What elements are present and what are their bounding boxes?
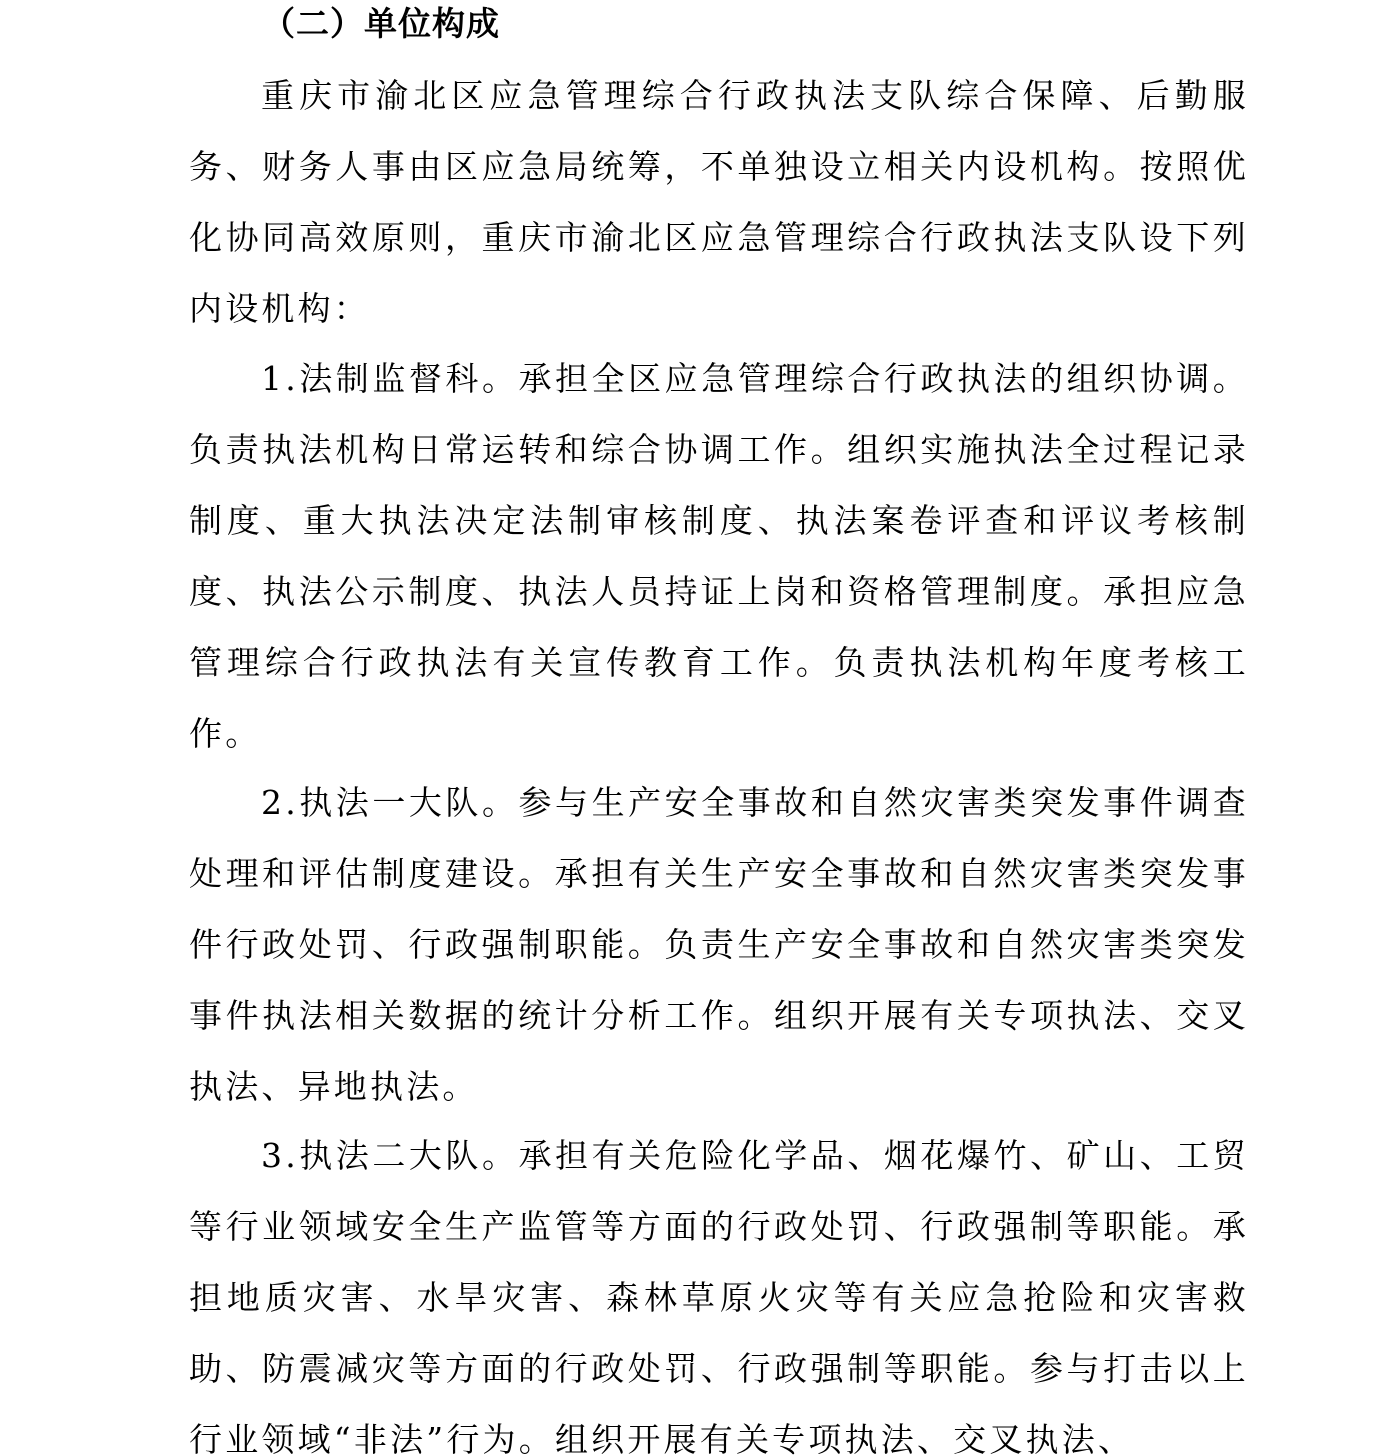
paragraph-enforcement-brigade-1: 2.执法一大队。参与生产安全事故和自然灾害类突发事件调查处理和评估制度建设。承担有关生产安全事故和自然灾害类突发事件行政处罚、行政强制职能。负责生产安全事故和自然灾害类突发事件执法相关数据的统计分析工作。组织开展有关专项执法、交叉执法、异地执法。 xyxy=(189,783,1249,1106)
paragraph-enforcement-brigade-2: 3.执法二大队。承担有关危险化学品、烟花爆竹、矿山、工贸等行业领域安全生产监管等方面的行政处罚、行政强制等职能。承担地质灾害、水旱灾害、森林草原火灾等有关应急抢险和灾害救助、防震减灾等方面的行政处罚、行政强制等职能。参与打击以上行业领域“非法”行为。组织开展有关专项执法、交叉执法、 xyxy=(189,1136,1249,1456)
paragraph-intro: 重庆市渝北区应急管理综合行政执法支队综合保障、后勤服务、财务人事由区应急局统筹，不单独设立相关内设机构。按照优化协同高效原则，重庆市渝北区应急管理综合行政执法支队设下列内设机构： xyxy=(189,76,1249,328)
section-heading: （二）单位构成 xyxy=(262,4,500,43)
paragraph-legal-supervision: 1.法制监督科。承担全区应急管理综合行政执法的组织协调。负责执法机构日常运转和综合协调工作。组织实施执法全过程记录制度、重大执法决定法制审核制度、执法案卷评查和评议考核制度、执法公示制度、执法人员持证上岗和资格管理制度。承担应急管理综合行政执法有关宣传教育工作。负责执法机构年度考核工作。 xyxy=(189,359,1249,753)
